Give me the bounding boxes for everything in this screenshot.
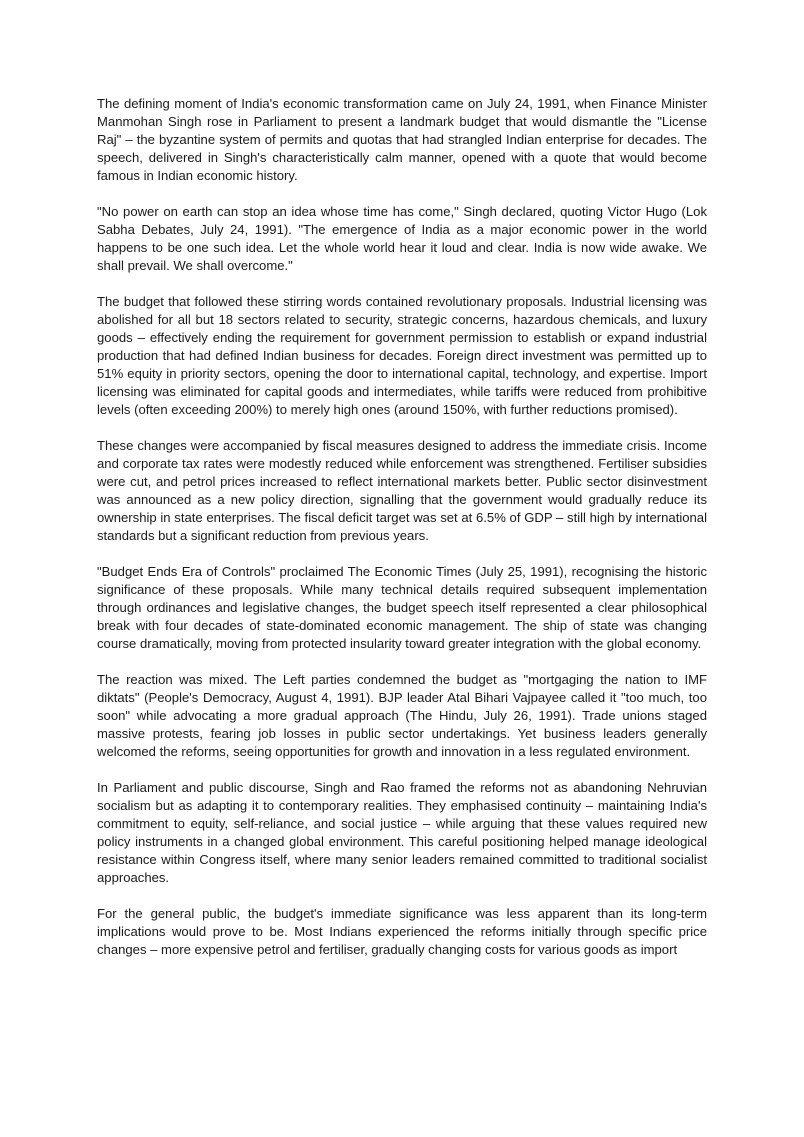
- paragraph-5: "Budget Ends Era of Controls" proclaimed The Economic Times (July 25, 1991), recognising the historic significance of these proposals. While many technical details required subsequent implementation through ordinances and legislative changes, the budget speech itself represented a clear philosophical break with four decades of state-dominated economic management. The ship of state was changing course dramatically, moving from protected insularity toward greater integration with the global economy.: [97, 564, 707, 651]
- paragraph-6: The reaction was mixed. The Left parties condemned the budget as "mortgaging the nation to IMF diktats" (People's Democracy, August 4, 1991). BJP leader Atal Bihari Vajpayee called it "too much, too soon" while advocating a more gradual approach (The Hindu, July 26, 1991). Trade unions staged massive protests, fearing job losses in public sector undertakings. Yet business leaders generally welcomed the reforms, seeing opportunities for growth and innovation in a less regulated environment.: [97, 672, 707, 759]
- paragraph-1: The defining moment of India's economic transformation came on July 24, 1991, when Finance Minister Manmohan Singh rose in Parliament to present a landmark budget that would dismantle the "License Raj" – the byzantine system of permits and quotas that had strangled Indian enterprise for decades. The speech, delivered in Singh's characteristically calm manner, opened with a quote that would become famous in Indian economic history.: [97, 96, 707, 183]
- paragraph-8: For the general public, the budget's immediate significance was less apparent than its long-term implications would prove to be. Most Indians experienced the reforms initially through specific price changes – more expensive petrol and fertiliser, gradually changing costs for various goods as import: [97, 906, 707, 957]
- paragraph-2: "No power on earth can stop an idea whose time has come," Singh declared, quoting Victor Hugo (Lok Sabha Debates, July 24, 1991). "The emergence of India as a major economic power in the world happens to be one such idea. Let the whole world hear it loud and clear. India is now wide awake. We shall prevail. We shall overcome.": [97, 204, 707, 273]
- paragraph-7: In Parliament and public discourse, Singh and Rao framed the reforms not as abandoning Nehruvian socialism but as adapting it to contemporary realities. They emphasised continuity – maintaining India's commitment to equity, self-reliance, and social justice – while arguing that these values required new policy instruments in a changed global environment. This careful positioning helped manage ideological resistance within Congress itself, where many senior leaders remained committed to traditional socialist approaches.: [97, 780, 707, 885]
- document-page: [97, 95, 707, 977]
- paragraph-3: The budget that followed these stirring words contained revolutionary proposals. Industrial licensing was abolished for all but 18 sectors related to security, strategic concerns, hazardous chemicals, and luxury goods – effectively ending the requirement for government permission to establish or expand industrial production that had defined Indian business for decades. Foreign direct investment was permitted up to 51% equity in priority sectors, opening the door to international capital, technology, and expertise. Import licensing was eliminated for capital goods and intermediates, while tariffs were reduced from prohibitive levels (often exceeding 200%) to merely high ones (around 150%, with further reductions promised).: [97, 294, 707, 417]
- paragraph-4: These changes were accompanied by fiscal measures designed to address the immediate crisis. Income and corporate tax rates were modestly reduced while enforcement was strengthened. Fertiliser subsidies were cut, and petrol prices increased to reflect international markets better. Public sector disinvestment was announced as a new policy direction, signalling that the government would gradually reduce its ownership in state enterprises. The fiscal deficit target was set at 6.5% of GDP – still high by international standards but a significant reduction from previous years.: [97, 438, 707, 543]
